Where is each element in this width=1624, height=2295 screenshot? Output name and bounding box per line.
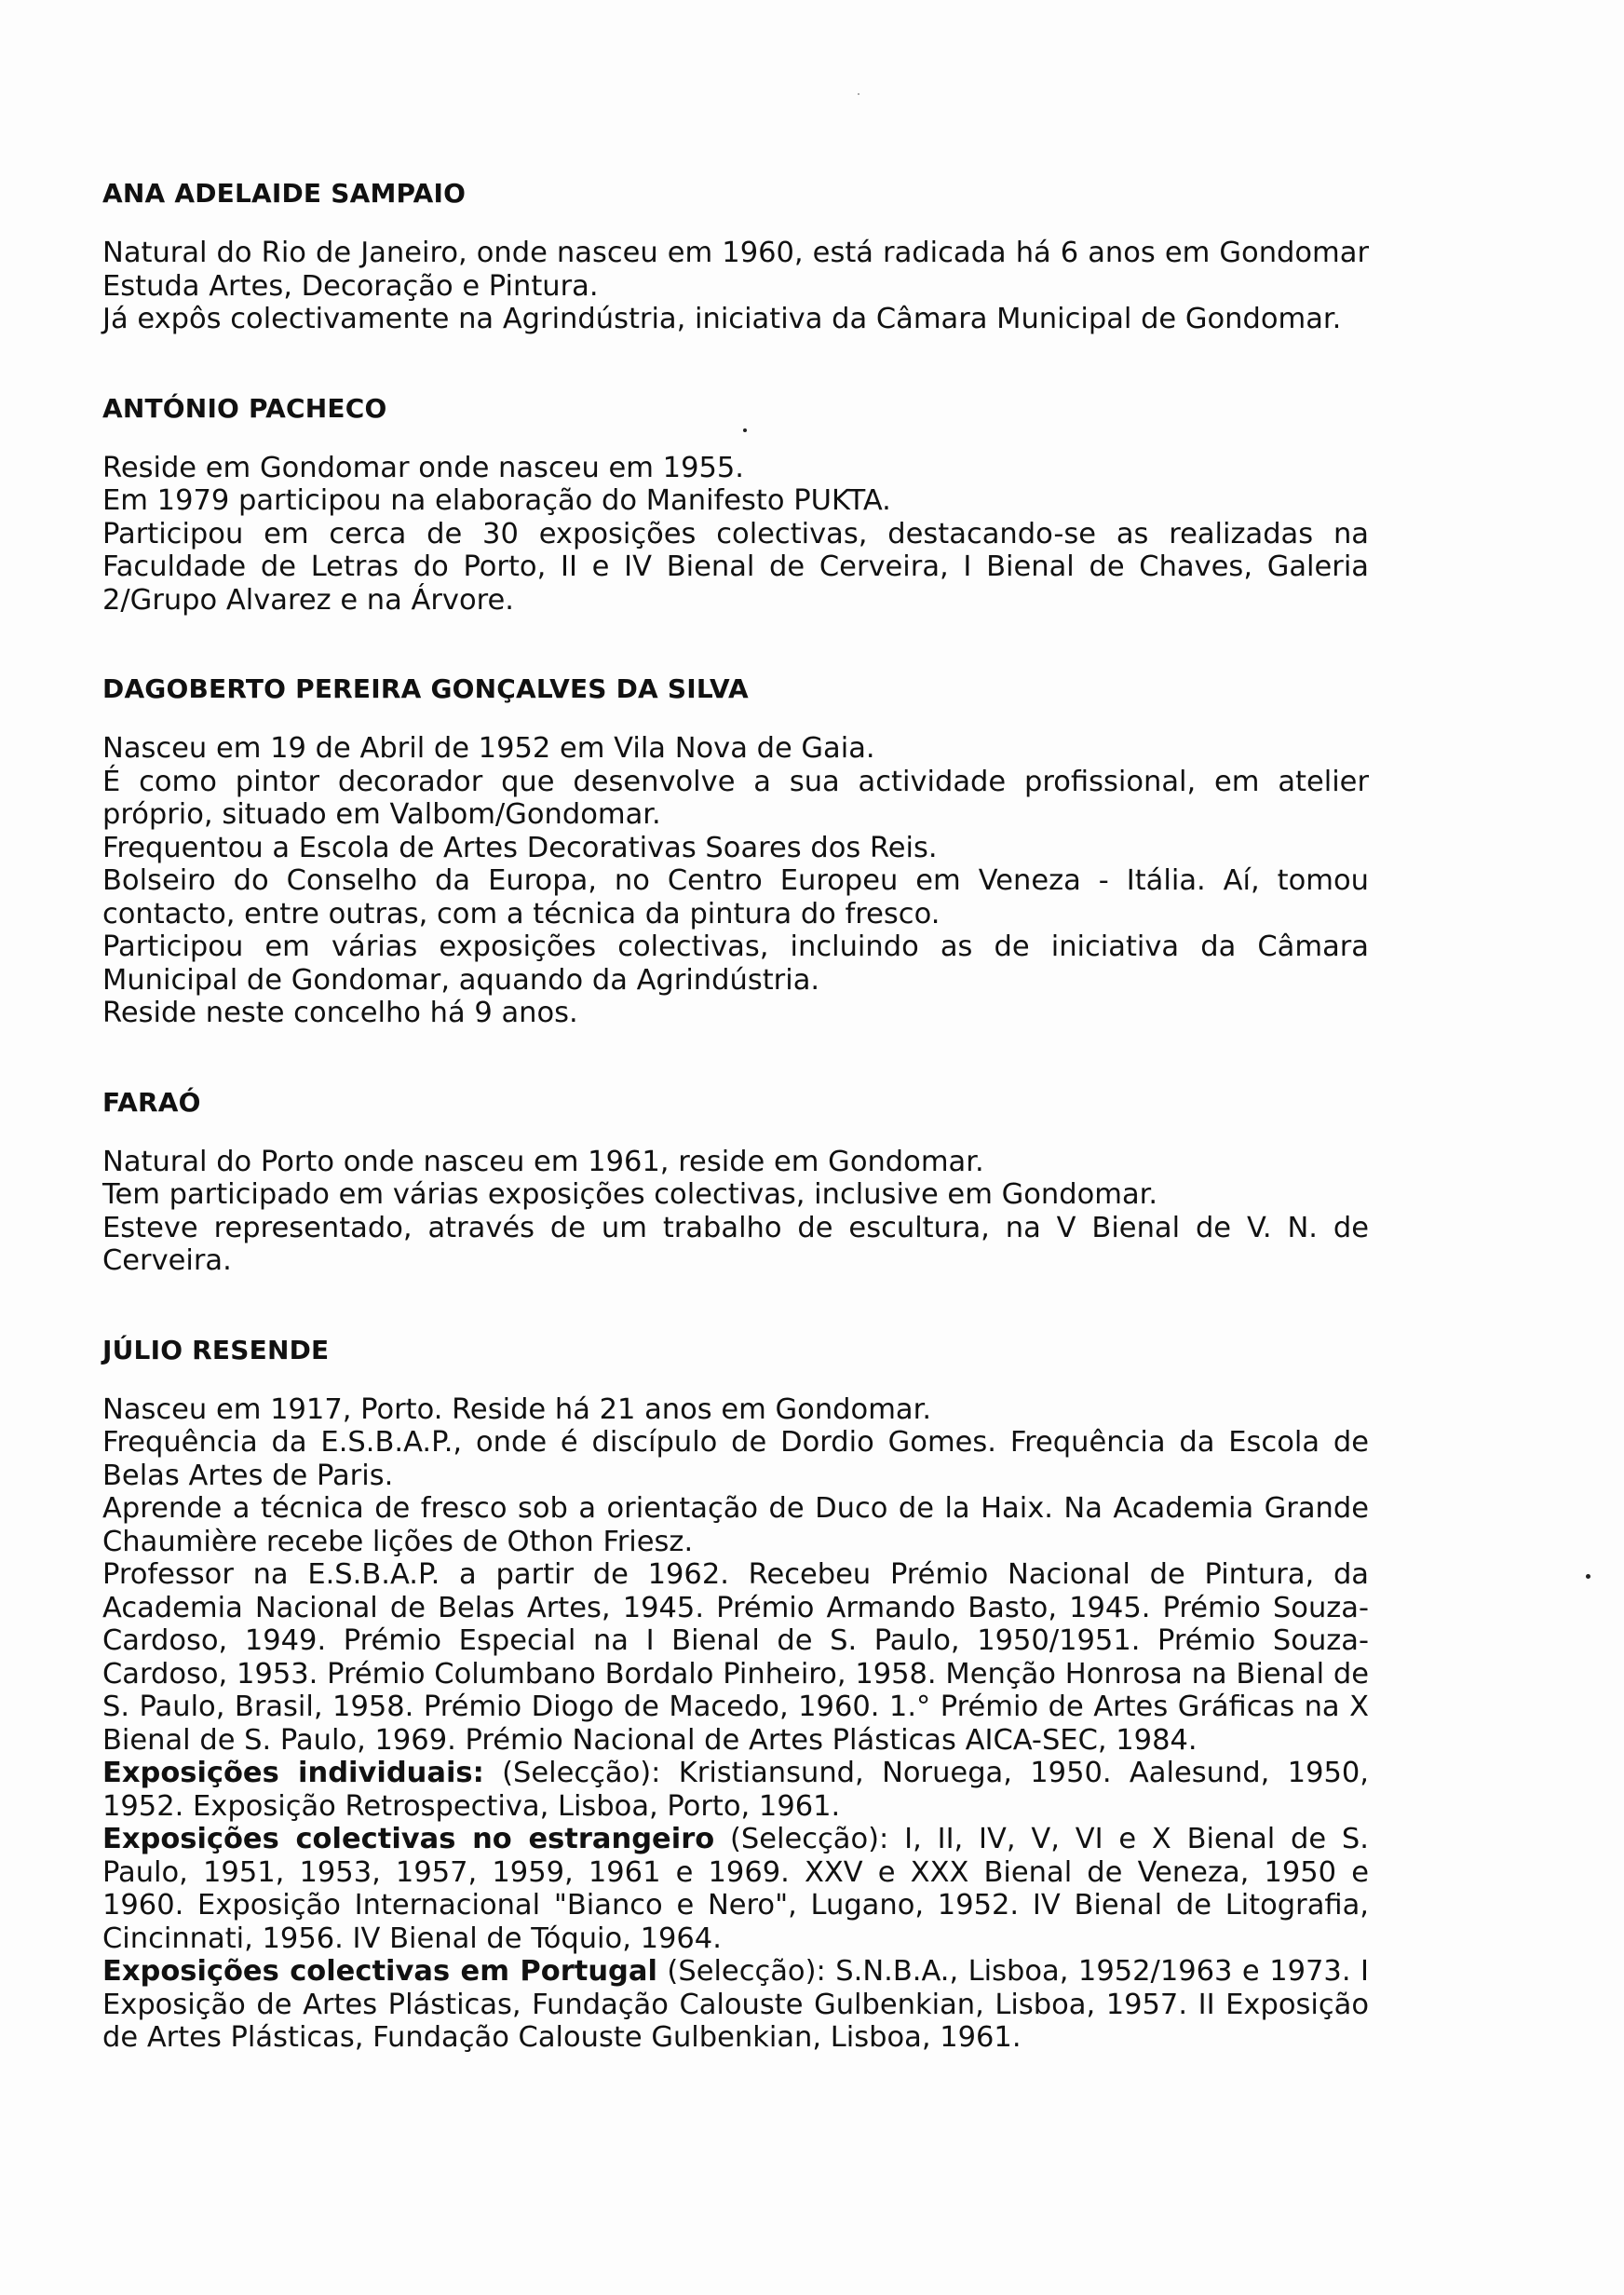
artist-entry [102,177,1369,336]
bio-line: Reside em Gondomar onde nasceu em 1955. [102,451,744,484]
bio-line: Frequência da E.S.B.A.P., onde é discípulo de Dordio Gomes. Frequência da Escola de Belas Artes de Paris. [102,1426,1369,1492]
bio-line: Natural do Rio de Janeiro, onde nasceu em 1960, está radicada há 6 anos em Gondomar Estuda Artes, Decoração e Pintura. [102,237,1369,303]
bio-line: Aprende a técnica de fresco sob a orientação de Duco de la Haix. Na Academia Grande Chaumière recebe lições de Othon Friesz. [102,1492,1369,1558]
artist-name: FARAÓ [102,1086,201,1118]
artist-name: JÚLIO RESENDE [102,1334,330,1365]
artist-name: ANA ADELAIDE SAMPAIO [102,178,467,209]
exhibitions-label: Exposições colectivas em Portugal [102,1955,657,1988]
bio-line: Esteve representado, através de um trabalho de escultura, na V Bienal de V. N. de Cerveira. [102,1211,1369,1277]
bio-line: Frequentou a Escola de Artes Decorativas Soares dos Reis. [102,831,938,864]
bio-line: Tem participado em várias exposições colectivas, inclusive em Gondomar. [102,1178,1158,1211]
artist-entry [102,672,1369,1030]
bio-line: Em 1979 participou na elaboração do Manifesto PUKTA. [102,484,891,517]
bio-line: Professor na E.S.B.A.P. a partir de 1962. Recebeu Prémio Nacional de Pintura, da Academia Nacional de Belas Artes, 1945. Prémio Armando Basto, 1945. Prémio Souza-Cardoso, 1949. Prémio Especial na I Bienal de S. Paulo, 1950/1951. Prémio Souza-Cardoso, 1953. Prémio Columbano Bordalo Pinheiro, 1958. Menção Honrosa na Bienal de S. Paulo, Brasil, 1958. Prémio Diogo de Macedo, 1960. 1.° Prémio de Artes Gráficas na X Bienal de S. Paulo, 1969. Prémio Nacional de Artes Plásticas AICA-SEC, 1984. [102,1558,1369,1757]
exhibitions-text: (Selecção): Kristiansund, Noruega, 1950. Aalesund, 1950, 1952. Exposição Retrospectiva, Lisboa, Porto, 1961. [102,1757,1369,1823]
bio-line: Natural do Porto onde nasceu em 1961, reside em Gondomar. [102,1145,984,1178]
artist-name: DAGOBERTO PEREIRA GONÇALVES DA SILVA [102,673,749,704]
bio-line: Já expôs colectivamente na Agrindústria, iniciativa da Câmara Municipal de Gondomar. [102,303,1342,335]
bio-line: Bolseiro do Conselho da Europa, no Centro Europeu em Veneza - Itália. Aí, tomou contacto, entre outras, com a técnica da pintura do fresco. [102,864,1369,930]
exhibitions-line [102,1955,1369,2055]
exhibitions-text: (Selecção): S.N.B.A., Lisboa, 1952/1963 e 1973. I Exposição de Artes Plásticas, Fundação Calouste Gulbenkian, Lisboa, 1957. II Exposição de Artes Plásticas, Fundação Calouste Gulbenkian, Lisboa, 1961. [102,1955,1370,2054]
exhibitions-label: Exposições individuais: [102,1757,484,1789]
artist-entry [102,1086,1369,1278]
bio-line: Nasceu em 1917, Porto. Reside há 21 anos em Gondomar. [102,1392,932,1426]
exhibitions-label: Exposições colectivas no estrangeiro [102,1823,715,1855]
scan-speck [858,93,859,95]
document-body [102,177,1369,2055]
bio-line: Participou em cerca de 30 exposições colectivas, destacando-se as realizadas na Faculdade de Letras do Porto, II e IV Bienal de Cerveira, I Bienal de Chaves, Galeria 2/Grupo Alvarez e na Árvore. [102,517,1369,617]
exhibitions-text: (Selecção): I, II, IV, V, VI e X Bienal de S. Paulo, 1951, 1953, 1957, 1959, 1961 e 1969. XXV e XXX Bienal de Veneza, 1950 e 1960. Exposição Internacional "Bianco e Nero", Lugano, 1952. IV Bienal de Litografia, Cincinnati, 1956. IV Bienal de Tóquio, 1964. [102,1823,1369,1955]
exhibitions-line [102,1757,1369,1823]
bio-line: Reside neste concelho há 9 anos. [102,997,578,1029]
exhibitions-line [102,1823,1369,1955]
artist-entry [102,392,1369,618]
scan-speck [1586,1574,1590,1579]
bio-line: Participou em várias exposições colectivas, incluindo as de iniciativa da Câmara Municipal de Gondomar, aquando da Agrindústria. [102,930,1369,997]
bio-line: Nasceu em 19 de Abril de 1952 em Vila Nova de Gaia. [102,732,875,765]
artist-name: ANTÓNIO PACHECO [102,392,387,424]
artist-entry [102,1334,1369,2055]
bio-line: É como pintor decorador que desenvolve a sua actividade profissional, em atelier próprio, situado em Valbom/Gondomar. [102,765,1369,831]
